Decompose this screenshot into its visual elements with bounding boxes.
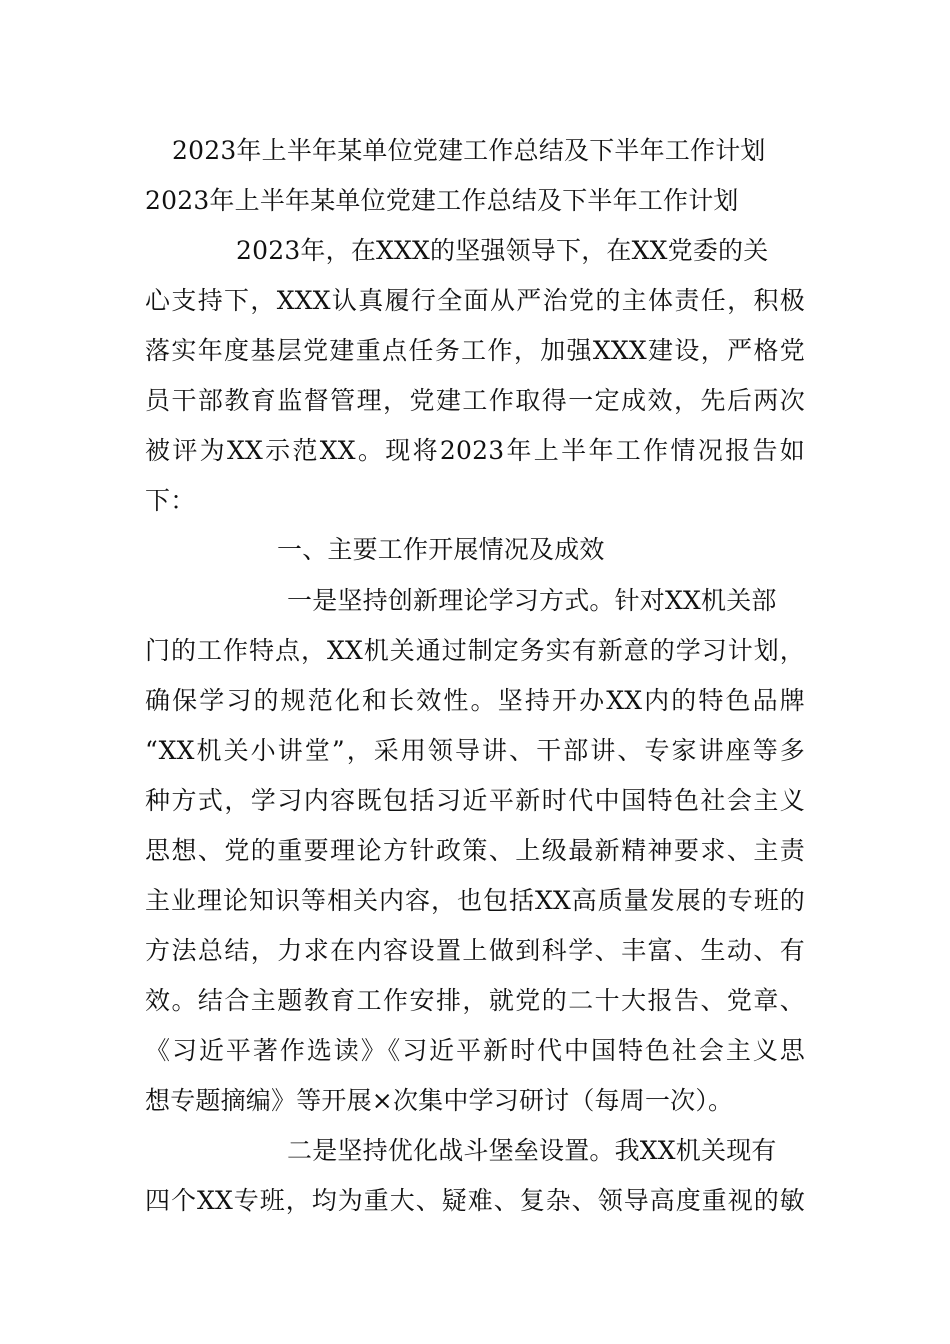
intro-line: 落实年度基层党建重点任务工作，加强XXX建设，严格党 — [145, 336, 805, 365]
paragraph-line: 效。结合主题教育工作安排，就党的二十大报告、党章、 — [145, 986, 805, 1015]
paragraph-line: 《习近平著作选读》《习近平新时代中国特色社会主义思 — [145, 1036, 805, 1065]
paragraph-line: 种方式，学习内容既包括习近平新时代中国特色社会主义 — [145, 786, 805, 815]
intro-line: 心支持下，XXX认真履行全面从严治党的主体责任，积极 — [145, 286, 805, 315]
paragraph-line: 一是坚持创新理论学习方式。针对XX机关部 — [287, 586, 777, 615]
intro-line: 下： — [145, 486, 196, 515]
intro-line: 员干部教育监督管理，党建工作取得一定成效，先后两次 — [145, 386, 805, 415]
section-heading: 一、主要工作开展情况及成效 — [277, 535, 605, 564]
paragraph-line: 主业理论知识等相关内容，也包括XX高质量发展的专班的 — [145, 886, 805, 915]
paragraph-line: 想专题摘编》等开展×次集中学习研讨（每周一次）。 — [145, 1086, 734, 1115]
paragraph-line: 方法总结，力求在内容设置上做到科学、丰富、生动、有 — [145, 936, 805, 965]
paragraph-line: 思想、党的重要理论方针政策、上级最新精神要求、主责 — [145, 836, 805, 865]
intro-line: 2023年，在XXX的坚强领导下，在XX党委的关 — [236, 236, 769, 265]
paragraph-line: 四个XX专班，均为重大、疑难、复杂、领导高度重视的敏 — [145, 1186, 805, 1215]
intro-line: 被评为XX示范XX。现将2023年上半年工作情况报告如 — [145, 436, 805, 465]
paragraph-line: 门的工作特点，XX机关通过制定务实有新意的学习计划， — [145, 636, 805, 665]
paragraph-line: “XX机关小讲堂”，采用领导讲、干部讲、专家讲座等多 — [145, 736, 805, 765]
document-title: 2023年上半年某单位党建工作总结及下半年工作计划 — [172, 136, 766, 165]
paragraph-line: 确保学习的规范化和长效性。坚持开办XX内的特色品牌 — [145, 686, 805, 715]
document-subtitle: 2023年上半年某单位党建工作总结及下半年工作计划 — [145, 186, 739, 215]
paragraph-line: 二是坚持优化战斗堡垒设置。我XX机关现有 — [287, 1136, 777, 1165]
